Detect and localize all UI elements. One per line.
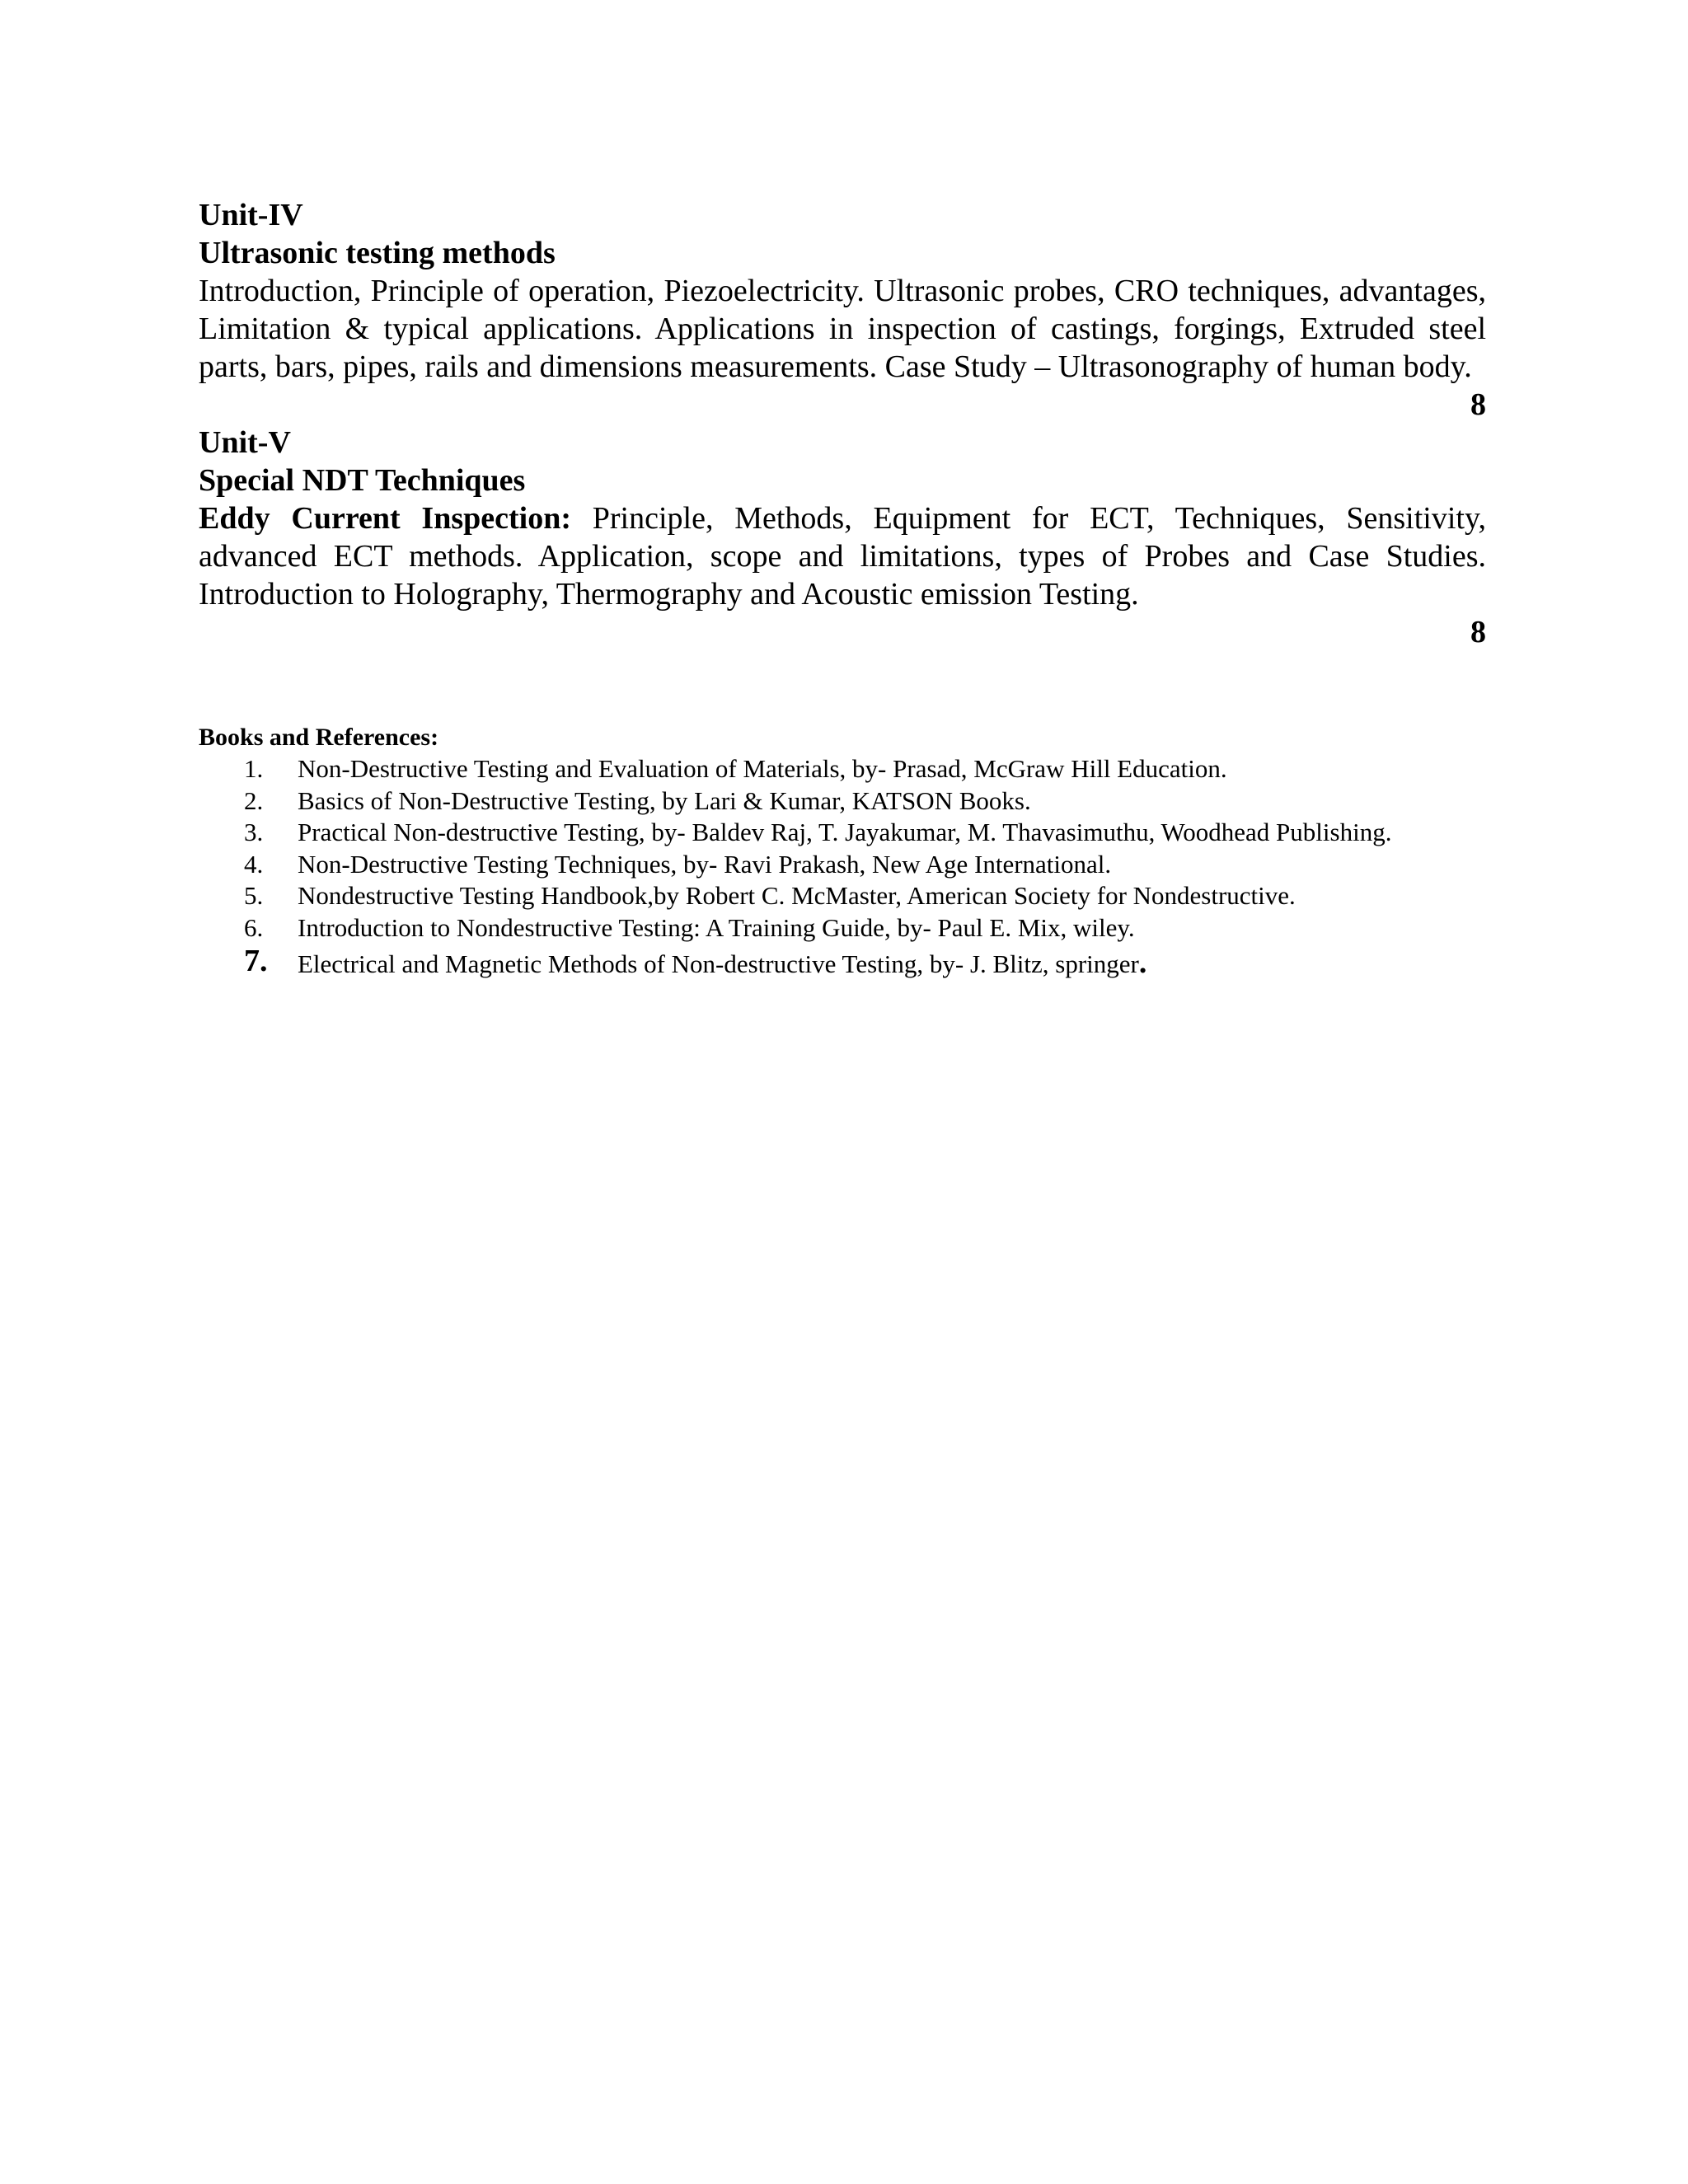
references-list xyxy=(199,753,1486,981)
section-spacer xyxy=(199,651,1486,722)
list-item-text: Nondestructive Testing Handbook,by Robert C. McMaster, American Society for Nondestructive. xyxy=(298,881,1296,910)
unit-v-hours: 8 xyxy=(1470,615,1486,649)
references-section xyxy=(199,722,1486,981)
unit-iv-subtitle: Ultrasonic testing methods xyxy=(199,236,556,270)
list-item xyxy=(199,880,1486,912)
unit-v-body xyxy=(199,499,1486,613)
list-item-trailing-period: . xyxy=(1138,945,1147,980)
unit-v-section xyxy=(199,424,1486,651)
list-item xyxy=(199,817,1486,849)
unit-v-body-text: Principle, Methods, Equipment for ECT, Techniques, Sensitivity, advanced ECT methods. Application, scope and limitations, types of Probes and Case Studies. Introduction to Holography, Thermography and Acoustic emission Testing. xyxy=(199,501,1486,612)
syllabus-page xyxy=(199,196,1486,981)
unit-iv-body: Introduction, Principle of operation, Piezoelectricity. Ultrasonic probes, CRO techniques, advantages, Limitation & typical applications. Applications in inspection of castings, forgings, Extruded steel parts, bars, pipes, rails and dimensions measurements. Case Study – Ultrasonography of human body. xyxy=(199,274,1486,384)
list-item-number: 5. xyxy=(244,881,264,910)
list-item xyxy=(199,944,1486,981)
unit-iv-section xyxy=(199,196,1486,424)
list-item-number: 4. xyxy=(244,849,264,879)
list-item-number: 3. xyxy=(244,818,264,846)
unit-v-lead: Eddy Current Inspection: xyxy=(199,501,571,536)
list-item-number: 6. xyxy=(244,912,264,942)
list-item xyxy=(199,785,1486,818)
list-item-number: 1. xyxy=(244,754,264,783)
unit-v-title: Unit-V xyxy=(199,425,291,460)
list-item-number: 2. xyxy=(244,785,264,815)
unit-v-subtitle: Special NDT Techniques xyxy=(199,463,526,498)
unit-iv-title: Unit-IV xyxy=(199,198,303,232)
list-item xyxy=(199,912,1486,944)
list-item-text: Non-Destructive Testing Techniques, by- Ravi Prakash, New Age International. xyxy=(298,849,1112,879)
list-item-text: Electrical and Magnetic Methods of Non-destructive Testing, by- J. Blitz, springer xyxy=(298,949,1139,978)
list-item-number: 7. xyxy=(244,944,268,978)
list-item-text: Non-Destructive Testing and Evaluation of Materials, by- Prasad, McGraw Hill Education. xyxy=(298,754,1227,783)
references-heading: Books and References: xyxy=(199,724,439,751)
unit-iv-hours: 8 xyxy=(1470,387,1486,422)
list-item xyxy=(199,849,1486,881)
list-item-text: Basics of Non-Destructive Testing, by Lari & Kumar, KATSON Books. xyxy=(298,785,1031,815)
list-item-text: Practical Non-destructive Testing, by- Baldev Raj, T. Jayakumar, M. Thavasimuthu, Woodhead Publishing. xyxy=(298,818,1392,846)
list-item-text: Introduction to Nondestructive Testing: A Training Guide, by- Paul E. Mix, wiley. xyxy=(298,912,1135,942)
list-item xyxy=(199,753,1486,785)
